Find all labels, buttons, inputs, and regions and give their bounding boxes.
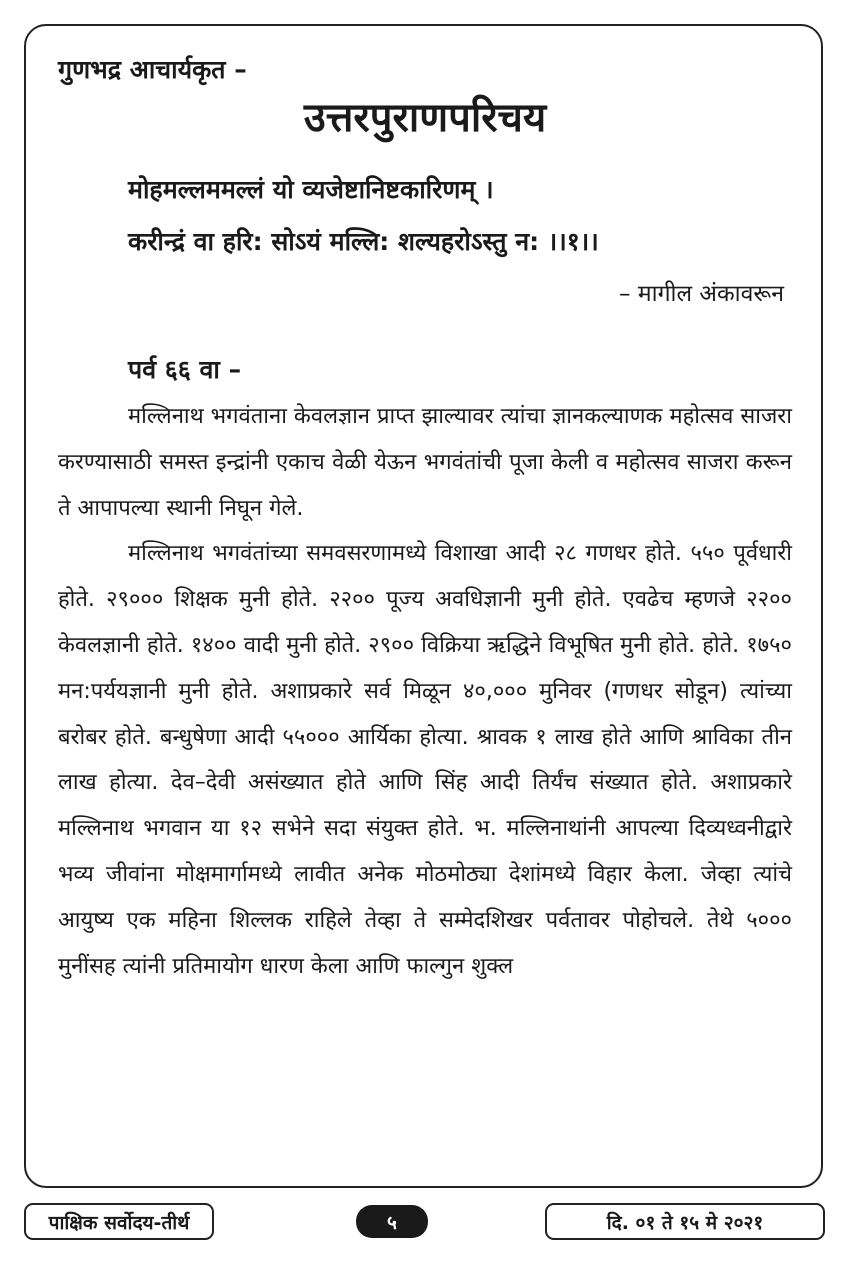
- verse-line-2: करीन्द्रं वा हरि: सोऽयं मल्लि: शल्यहरोऽस्तु न: ।।१।।: [128, 227, 599, 256]
- section-heading: पर्व ६६ वा –: [128, 355, 242, 384]
- page-title: उत्तरपुराणपरिचय: [303, 95, 547, 141]
- issue-date-label: दि. ०१ ते १५ मे २०२१: [606, 1211, 764, 1234]
- issue-date: [545, 1203, 825, 1240]
- paragraph: मल्लिनाथ भगवंताना केवलज्ञान प्राप्त झाल्यावर त्यांचा ज्ञानकल्याणक महोत्सव साजरा करण्यासाठी समस्त इन्द्रांनी एकाच वेळी येऊन भगवंतांची पूजा केली व महोत्सव साजरा करून ते आपापल्या स्थानी निघून गेले.: [58, 404, 792, 521]
- author-line: गुणभद्र आचार्यकृत –: [58, 55, 247, 84]
- source-note: – मागील अंकावरून: [619, 281, 784, 307]
- page-number: [356, 1205, 428, 1238]
- publication-label: पाक्षिक सर्वोदय-तीर्थ: [48, 1211, 190, 1234]
- publication-name: [24, 1203, 214, 1240]
- verse-line-1: मोहमल्लममल्लं यो व्यजेष्टानिष्टकारिणम् ।: [128, 175, 494, 204]
- paragraph: मल्लिनाथ भगवंतांच्या समवसरणामध्ये विशाखा आदी २८ गणधर होते. ५५० पूर्वधारी होते. २९००० शिक्षक मुनी होते. २२०० पूज्य अवधिज्ञानी मुनी होते. एवढेच म्हणजे २२०० केवलज्ञानी होते. १४०० वादी मुनी होते. २९०० विक्रिया ऋद्धिने विभूषित मुनी होते. होते. १७५० मन:पर्ययज्ञानी मुनी होते. अशाप्रकारे सर्व मिळून ४०,००० मुनिवर (गणधर सोडून) त्यांच्या बरोबर होते. बन्धुषेणा आदी ५५००० आर्यिका होत्या. श्रावक १ लाख होते आणि श्राविका तीन लाख होत्या. देव–देवी असंख्यात होते आणि सिंह आदी तिर्यंच संख्यात होते. अशाप्रकारे मल्लिनाथ भगवान या १२ सभेने सदा संयुक्त होते. भ. मल्लिनाथांनी आपल्या दिव्यध्वनीद्वारे भव्य जीवांना मोक्षमार्गामध्ये लावीत अनेक मोठमोठ्या देशांमध्ये विहार केला. जेव्हा त्यांचे आयुष्य एक महिना शिल्लक राहिले तेव्हा ते सम्मेदशिखर पर्वतावर पोहोचले. तेथे ५००० मुनींसह त्यांनी प्रतिमायोग धारण केला आणि फाल्गुन शुक्ल: [58, 541, 792, 979]
- page-number-label: ५: [387, 1211, 397, 1234]
- body-text: [58, 394, 792, 989]
